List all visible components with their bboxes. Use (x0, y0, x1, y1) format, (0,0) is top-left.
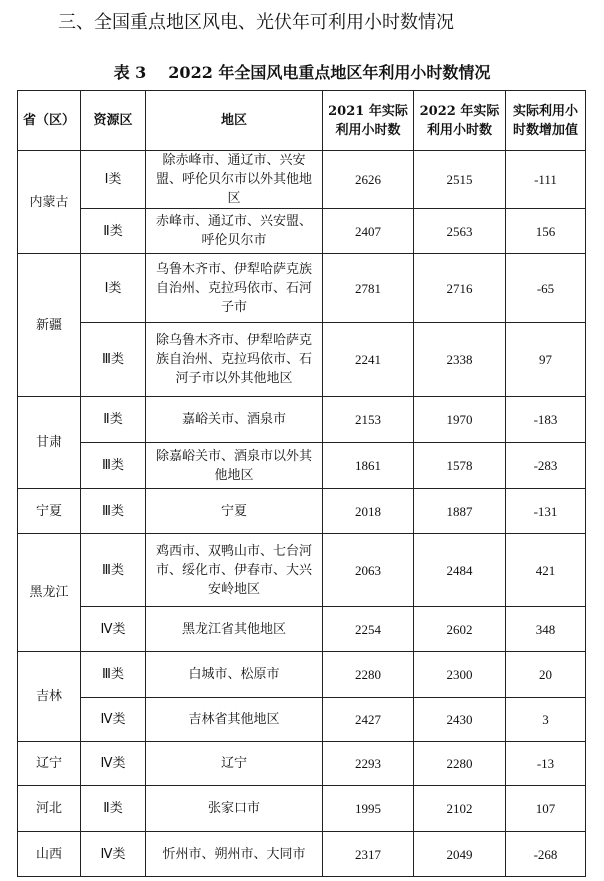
region-cell: 嘉峪关市、酒泉市 (146, 397, 323, 443)
province-cell: 内蒙古 (18, 151, 81, 254)
province-cell: 宁夏 (18, 489, 81, 534)
table-row (18, 151, 586, 209)
value-2021-cell: 2018 (323, 489, 414, 534)
value-2022-cell: 1578 (414, 443, 506, 489)
table-row (18, 607, 586, 652)
value-2021-cell: 2063 (323, 534, 414, 607)
table-row (18, 698, 586, 742)
resource-cell: Ⅳ类 (81, 607, 146, 652)
region-cell: 鸡西市、双鸭山市、七台河市、绥化市、伊春市、大兴安岭地区 (146, 534, 323, 607)
resource-cell: Ⅲ类 (81, 534, 146, 607)
resource-cell: Ⅲ类 (81, 489, 146, 534)
table-row (18, 489, 586, 534)
value-2022-cell: 2300 (414, 652, 506, 698)
delta-cell: 20 (506, 652, 586, 698)
resource-cell: Ⅲ类 (81, 652, 146, 698)
value-2021-cell: 2153 (323, 397, 414, 443)
province-cell: 河北 (18, 786, 81, 832)
resource-cell: Ⅳ类 (81, 742, 146, 786)
value-2021-cell: 2427 (323, 698, 414, 742)
delta-cell: -111 (506, 151, 586, 209)
value-2021-cell: 2317 (323, 832, 414, 877)
table-row (18, 832, 586, 877)
header-2022: 2022 年实际利用小时数 (414, 91, 506, 151)
region-cell: 白城市、松原市 (146, 652, 323, 698)
delta-cell: 421 (506, 534, 586, 607)
region-cell: 乌鲁木齐市、伊犁哈萨克族自治州、克拉玛依市、石河子市 (146, 254, 323, 323)
value-2022-cell: 2430 (414, 698, 506, 742)
value-2022-cell: 2049 (414, 832, 506, 877)
section-heading: 三、全国重点地区风电、光伏年可利用小时数情况 (58, 12, 454, 33)
table-row (18, 742, 586, 786)
province-cell: 山西 (18, 832, 81, 877)
value-2022-cell: 2338 (414, 323, 506, 397)
header-resource: 资源区 (81, 91, 146, 151)
value-2022-cell: 2515 (414, 151, 506, 209)
province-cell: 新疆 (18, 254, 81, 397)
resource-cell: Ⅱ类 (81, 786, 146, 832)
province-cell: 吉林 (18, 652, 81, 742)
region-cell: 除赤峰市、通辽市、兴安盟、呼伦贝尔市以外其他地区 (146, 151, 323, 209)
province-cell: 甘肃 (18, 397, 81, 489)
delta-cell: 3 (506, 698, 586, 742)
table-row (18, 443, 586, 489)
value-2021-cell: 2781 (323, 254, 414, 323)
table-row (18, 534, 586, 607)
delta-cell: -283 (506, 443, 586, 489)
delta-cell: -183 (506, 397, 586, 443)
value-2022-cell: 1887 (414, 489, 506, 534)
resource-cell: Ⅳ类 (81, 832, 146, 877)
header-delta: 实际利用小时数增加值 (506, 91, 586, 151)
delta-cell: 107 (506, 786, 586, 832)
value-2022-cell: 2484 (414, 534, 506, 607)
region-cell: 忻州市、朔州市、大同市 (146, 832, 323, 877)
table-label: 表 3 (113, 63, 147, 82)
resource-cell: Ⅳ类 (81, 698, 146, 742)
region-cell: 张家口市 (146, 786, 323, 832)
resource-cell: Ⅰ类 (81, 151, 146, 209)
table-caption (0, 60, 604, 83)
header-province: 省（区） (18, 91, 81, 151)
value-2022-cell: 2280 (414, 742, 506, 786)
table-title: 2022 年全国风电重点地区年利用小时数情况 (168, 63, 491, 82)
table-row (18, 323, 586, 397)
header-region: 地区 (146, 91, 323, 151)
value-2022-cell: 2602 (414, 607, 506, 652)
utilization-table (17, 90, 586, 877)
province-cell: 黑龙江 (18, 534, 81, 652)
header-row (18, 91, 586, 151)
value-2021-cell: 2407 (323, 209, 414, 254)
value-2021-cell: 2626 (323, 151, 414, 209)
delta-cell: -131 (506, 489, 586, 534)
region-cell: 除嘉峪关市、酒泉市以外其他地区 (146, 443, 323, 489)
table-row (18, 209, 586, 254)
value-2021-cell: 2241 (323, 323, 414, 397)
value-2022-cell: 2716 (414, 254, 506, 323)
delta-cell: -65 (506, 254, 586, 323)
table-row (18, 652, 586, 698)
delta-cell: -13 (506, 742, 586, 786)
resource-cell: Ⅱ类 (81, 397, 146, 443)
value-2021-cell: 2293 (323, 742, 414, 786)
region-cell: 赤峰市、通辽市、兴安盟、呼伦贝尔市 (146, 209, 323, 254)
value-2021-cell: 2280 (323, 652, 414, 698)
resource-cell: Ⅲ类 (81, 443, 146, 489)
region-cell: 吉林省其他地区 (146, 698, 323, 742)
delta-cell: 97 (506, 323, 586, 397)
province-cell: 辽宁 (18, 742, 81, 786)
header-2021: 2021 年实际利用小时数 (323, 91, 414, 151)
table-row (18, 397, 586, 443)
region-cell: 辽宁 (146, 742, 323, 786)
resource-cell: Ⅰ类 (81, 254, 146, 323)
value-2021-cell: 1861 (323, 443, 414, 489)
value-2022-cell: 1970 (414, 397, 506, 443)
region-cell: 宁夏 (146, 489, 323, 534)
region-cell: 除乌鲁木齐市、伊犁哈萨克族自治州、克拉玛依市、石河子市以外其他地区 (146, 323, 323, 397)
value-2021-cell: 2254 (323, 607, 414, 652)
resource-cell: Ⅱ类 (81, 209, 146, 254)
delta-cell: 156 (506, 209, 586, 254)
value-2022-cell: 2102 (414, 786, 506, 832)
value-2021-cell: 1995 (323, 786, 414, 832)
delta-cell: 348 (506, 607, 586, 652)
value-2022-cell: 2563 (414, 209, 506, 254)
delta-cell: -268 (506, 832, 586, 877)
resource-cell: Ⅲ类 (81, 323, 146, 397)
region-cell: 黑龙江省其他地区 (146, 607, 323, 652)
table-row (18, 254, 586, 323)
table-row (18, 786, 586, 832)
